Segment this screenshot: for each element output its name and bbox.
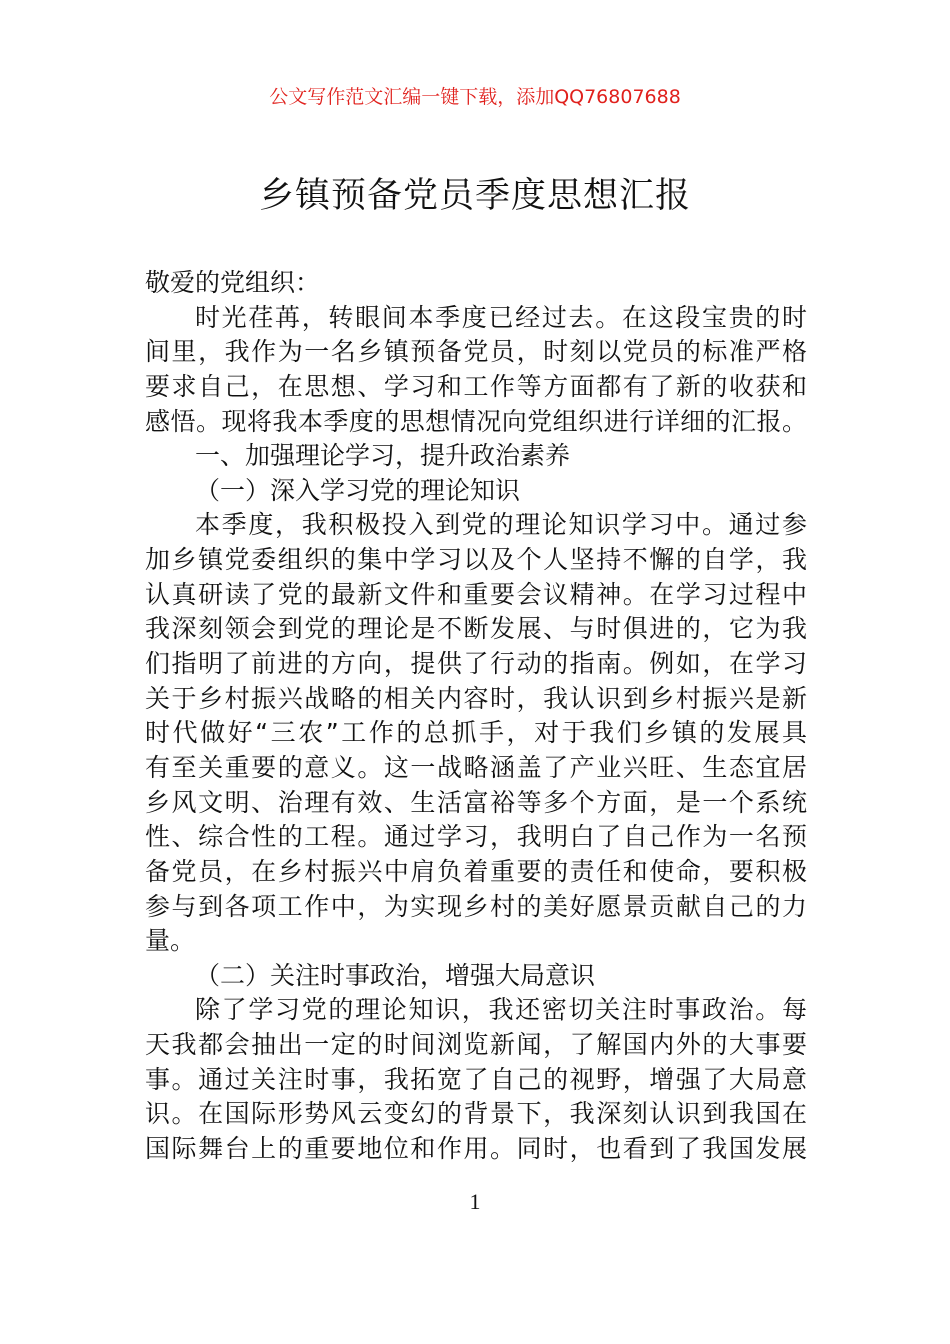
paragraph-line: 量。 (145, 926, 196, 956)
paragraph-line: 时代做好“三农”工作的总抓手，对于我们乡镇的发展具 (145, 718, 807, 748)
document-body (145, 266, 807, 1167)
download-notice: 公文写作范文汇编一键下载，添加QQ76807688 (269, 86, 681, 108)
paragraph-line: 备党员，在乡村振兴中肩负着重要的责任和使命，要积极 (145, 856, 807, 886)
document-title: 乡镇预备党员季度思想汇报 (258, 176, 691, 216)
paragraph-line: 们指明了前进的方向，提供了行动的指南。例如，在学习 (145, 649, 807, 679)
paragraph-line: 识。在国际形势风云变幻的背景下，我深刻认识到我国在 (145, 1099, 807, 1129)
paragraph-line: 认真研读了党的最新文件和重要会议精神。在学习过程中 (145, 579, 807, 609)
paragraph-line: 间里，我作为一名乡镇预备党员，时刻以党员的标准严格 (145, 337, 807, 367)
paragraph-line: 乡风文明、治理有效、生活富裕等多个方面，是一个系统 (145, 787, 807, 817)
subsection-heading: （一）深入学习党的理论知识 (195, 475, 521, 505)
paragraph-line: 时光荏苒，转眼间本季度已经过去。在这段宝贵的时 (195, 302, 807, 332)
salutation: 敬爱的党组织： (145, 268, 321, 297)
paragraph-line: 国际舞台上的重要地位和作用。同时，也看到了我国发展 (145, 1134, 807, 1164)
paragraph-line: 事。通过关注时事，我拓宽了自己的视野，增强了大局意 (145, 1064, 807, 1094)
paragraph-line: 本季度，我积极投入到党的理论知识学习中。通过参 (195, 510, 807, 540)
paragraph-line: 除了学习党的理论知识，我还密切关注时事政治。每 (195, 995, 807, 1025)
paragraph-line: 有至关重要的意义。这一战略涵盖了产业兴旺、生态宜居 (145, 752, 807, 782)
paragraph-line: 关于乡村振兴战略的相关内容时，我认识到乡村振兴是新 (145, 683, 807, 713)
section-heading: 一、加强理论学习，提升政治素养 (195, 441, 571, 471)
page-number: 1 (469, 1189, 481, 1214)
paragraph-line: 加乡镇党委组织的集中学习以及个人坚持不懈的自学，我 (145, 545, 807, 575)
paragraph-line: 参与到各项工作中，为实现乡村的美好愿景贡献自己的力 (145, 891, 807, 921)
paragraph-line: 感悟。现将我本季度的思想情况向党组织进行详细的汇报。 (145, 406, 807, 436)
paragraph-line: 天我都会抽出一定的时间浏览新闻，了解国内外的大事要 (145, 1030, 807, 1060)
paragraph-line: 我深刻领会到党的理论是不断发展、与时俱进的，它为我 (145, 614, 807, 644)
paragraph-line: 性、综合性的工程。通过学习，我明白了自己作为一名预 (145, 822, 807, 852)
subsection-heading: （二）关注时事政治，增强大局意识 (195, 960, 596, 990)
paragraph-line: 要求自己，在思想、学习和工作等方面都有了新的收获和 (145, 371, 807, 401)
